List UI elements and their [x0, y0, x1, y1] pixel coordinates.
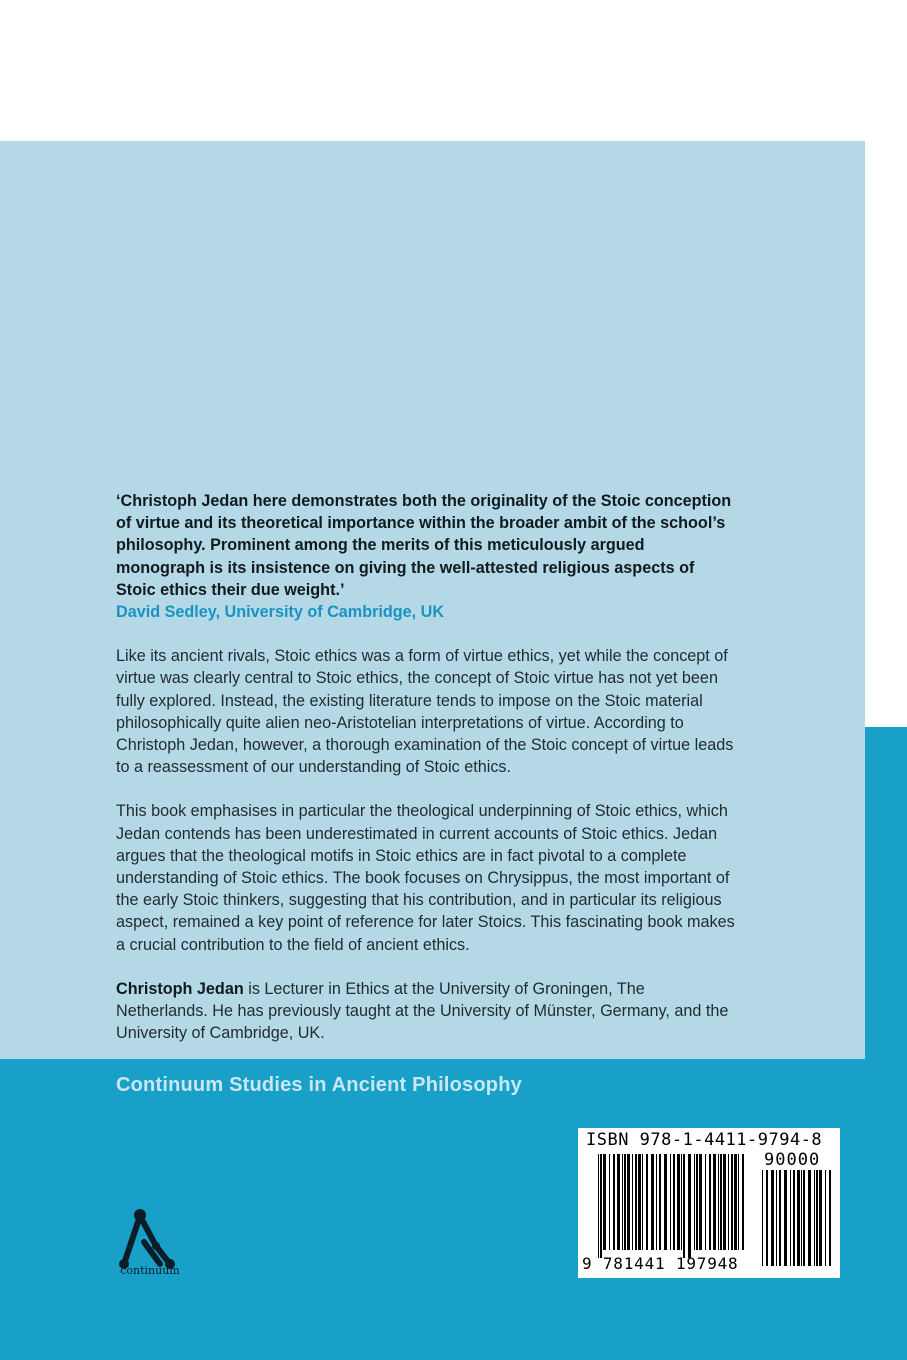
- barcode-bar: [816, 1170, 818, 1266]
- barcode-bar: [638, 1154, 641, 1250]
- endorsement-quote: ‘Christoph Jedan here demonstrates both the originality of the Stoic conception of virtue and its theoretical importance within the broader ambit of the school’s philosophy. Prominent among the merits of this meticulously argued monograph is its insistence on giving the well-attested religious aspects of Stoic ethics their due weight.’: [116, 492, 732, 599]
- barcode-bar: [797, 1170, 800, 1266]
- author-bio-text: is Lecturer in Ethics at the University of Groningen, The Netherlands. He has previously taught at the University of Münster, Germany, and the University of Cambridge, UK.: [116, 979, 729, 1043]
- barcode-addon-bars: [762, 1170, 834, 1274]
- barcode-bar: [793, 1170, 795, 1266]
- publisher-name: continuum: [120, 1264, 180, 1277]
- back-cover-text: [116, 490, 736, 1066]
- barcode-bar: [624, 1154, 626, 1250]
- barcode-bar: [723, 1154, 726, 1250]
- barcode-bar: [600, 1154, 602, 1258]
- barcode-bar: [784, 1170, 787, 1266]
- barcode-bar: [651, 1154, 654, 1250]
- barcode-bar: [627, 1154, 630, 1250]
- barcode-bar: [659, 1154, 661, 1250]
- barcode-bar: [728, 1154, 729, 1250]
- barcode-bar: [609, 1154, 610, 1250]
- barcode-bar: [734, 1154, 737, 1250]
- series-title: Continuum Studies in Ancient Philosophy: [116, 1074, 522, 1096]
- blurb-paragraph-2: This book emphasises in particular the theological underpinning of Stoic ethics, which Jedan contends has been underestimated in current accounts of Stoic ethics. Jedan argues that the theological motifs in Stoic ethics are in fact pivotal to a complete understanding of Stoic ethics. The book focuses on Chrysippus, the most important of the early Stoic thinkers, suggesting that his contribution, and in particular its religious aspect, remained a key point of reference for later Stoics. This fascinating book makes a crucial contribution to the field of ancient ethics.: [116, 802, 735, 954]
- barcode-bar: [646, 1154, 648, 1250]
- barcode-bar: [664, 1154, 667, 1250]
- barcode-bar: [766, 1170, 768, 1266]
- barcode-bar: [731, 1154, 733, 1250]
- barcode-bar: [819, 1170, 822, 1266]
- blurb-paragraph-1: Like its ancient rivals, Stoic ethics was a form of virtue ethics, yet while the concept of virtue was clearly central to Stoic ethics, the concept of Stoic virtue has not yet been fully explored. Instead, the existing literature tends to impose on the Stoic material philosophically quite alien neo-Aristotelian interpretations of virtue. According to Christoph Jedan, however, a thorough examination of the Stoic concept of virtue leads to a reassessment of our understanding of Stoic ethics.: [116, 647, 734, 777]
- barcode-bar: [771, 1170, 774, 1266]
- barcode-bar: [814, 1170, 815, 1266]
- barcode-bar: [713, 1154, 716, 1250]
- isbn-number: ISBN 978-1-4411-9794-8: [586, 1130, 823, 1150]
- price-code: 90000: [764, 1150, 821, 1170]
- barcode-bar: [829, 1170, 831, 1266]
- barcode-bar: [699, 1154, 702, 1250]
- barcode-bar: [801, 1170, 802, 1266]
- barcode-bar: [632, 1154, 633, 1250]
- barcode-bar: [779, 1170, 781, 1266]
- barcode-bar: [622, 1154, 623, 1250]
- barcode-bar: [825, 1170, 826, 1266]
- barcode-bar: [720, 1154, 722, 1250]
- barcode-bar: [718, 1154, 719, 1250]
- barcode-bar: [635, 1154, 637, 1250]
- barcode-bar: [683, 1154, 685, 1258]
- barcode-bar: [790, 1170, 791, 1266]
- barcode-bar: [617, 1154, 620, 1250]
- barcode-digits: 9 781441 197948: [582, 1254, 739, 1273]
- endorsement-attribution: David Sedley, University of Cambridge, UK: [116, 603, 445, 622]
- barcode-bar: [738, 1154, 739, 1250]
- barcode-bar: [776, 1170, 777, 1266]
- barcode-bar: [656, 1154, 657, 1250]
- barcode-bar: [642, 1154, 643, 1250]
- barcode-bar: [803, 1170, 805, 1266]
- barcode-bar: [681, 1154, 682, 1250]
- barcode-bar: [694, 1154, 695, 1250]
- barcode-bar: [613, 1154, 615, 1250]
- barcode-bar: [709, 1154, 711, 1250]
- author-bio: [116, 978, 736, 1045]
- barcode-bar: [670, 1154, 671, 1250]
- barcode-bar: [677, 1154, 680, 1250]
- author-name: Christoph Jedan: [116, 979, 244, 998]
- barcode-bar: [742, 1154, 744, 1250]
- barcode-bar: [688, 1154, 691, 1258]
- barcode-label: [578, 1128, 840, 1278]
- barcode-bar: [808, 1170, 811, 1266]
- barcode-bar: [598, 1154, 599, 1258]
- barcode-bar: [603, 1154, 606, 1250]
- barcode-bar: [762, 1170, 763, 1266]
- barcode-bar: [705, 1154, 706, 1250]
- barcode-bar: [696, 1154, 698, 1250]
- barcode-bars: [598, 1154, 746, 1258]
- barcode-bar: [673, 1154, 675, 1250]
